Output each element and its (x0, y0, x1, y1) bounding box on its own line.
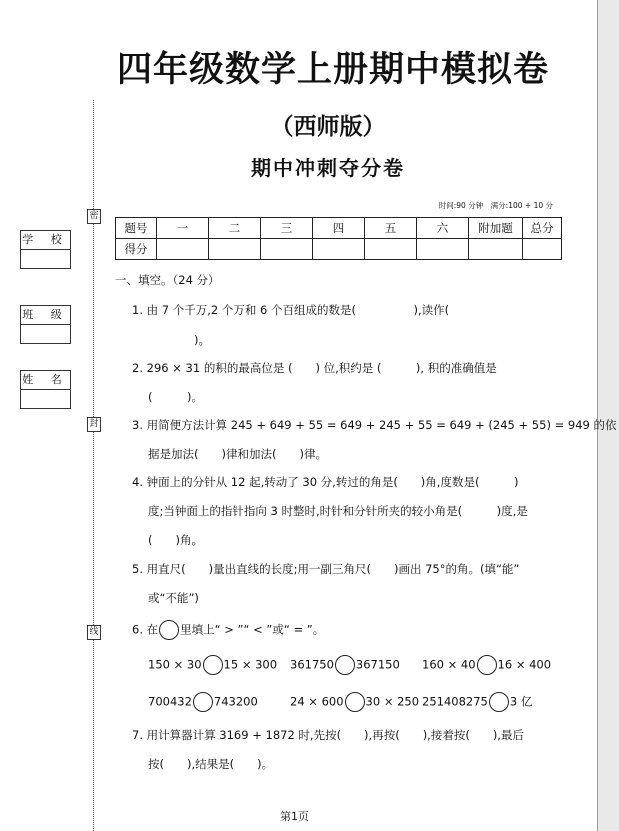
name-field (20, 370, 71, 409)
q6-right: 16 × 400 (497, 657, 552, 672)
binding-char-feng: 封 (87, 417, 101, 432)
q6-left: 700432 (148, 694, 192, 709)
answer-circle[interactable] (345, 692, 365, 712)
exam-name: 期中冲刺夺分卷 (251, 156, 405, 180)
score-cell (209, 239, 261, 260)
class-label: 班 级 (21, 306, 70, 325)
score-cell (365, 239, 417, 260)
blank-circle-icon (159, 620, 179, 640)
q6-item (422, 692, 532, 712)
q6-left: 251408275 (422, 694, 488, 709)
score-header-cell: 三 (261, 218, 313, 239)
q6-right: 367150 (355, 657, 400, 672)
q2-line-2: ( )。 (148, 390, 203, 404)
score-header-cell: 总分 (523, 218, 562, 239)
q6-right: 30 × 250 (365, 694, 420, 709)
q6-item (148, 655, 277, 675)
score-cell (157, 239, 209, 260)
q7-line-1: 7. 用计算器计算 3169 + 1872 时,先按( ),再按( ),接着按( ),最后 (132, 728, 524, 742)
q1-line-2: )。 (148, 333, 210, 347)
name-label: 姓 名 (21, 371, 70, 390)
edition-subtitle: （西师版） (270, 114, 386, 140)
score-cell (417, 239, 469, 260)
score-header-cell: 五 (365, 218, 417, 239)
q6-prefix: 6. 在 (132, 622, 159, 637)
q6-item (148, 692, 258, 712)
q6-left: 160 × 40 (422, 657, 476, 672)
q3-line-1: 3. 用简便方法计算 245 + 649 + 55 = 649 + 245 + 55 = 649 + (245 + 55) = 949 的依 (132, 418, 617, 432)
score-cell (261, 239, 313, 260)
score-cell (523, 239, 562, 260)
viewer-gutter (598, 0, 619, 831)
school-field (20, 230, 71, 269)
score-table (115, 217, 562, 260)
q4-line-2: 度;当钟面上的指针指向 3 时整时,时针和分针所夹的较小角是( )度,是 (148, 504, 528, 518)
answer-circle[interactable] (477, 655, 497, 675)
score-table-header-row (116, 218, 562, 239)
score-row-label: 得分 (116, 239, 157, 260)
score-header-cell: 附加题 (469, 218, 523, 239)
q7-line-2: 按( ),结果是( )。 (148, 757, 274, 771)
class-blank (21, 325, 70, 343)
q6-left: 361750 (290, 657, 334, 672)
q4-line-1: 4. 钟面上的分针从 12 起,转动了 30 分,转过的角是( )角,度数是( ) (132, 475, 519, 489)
score-header-cell: 一 (157, 218, 209, 239)
q6-right: 15 × 300 (223, 657, 278, 672)
name-blank (21, 390, 70, 408)
q6-left: 150 × 30 (148, 657, 202, 672)
q5-line-2: 或“不能”) (148, 591, 199, 605)
score-header-cell: 四 (313, 218, 365, 239)
time-score-info: 时间:90 分钟 满分:100 + 10 分 (438, 201, 553, 210)
q6-right: 743200 (213, 694, 258, 709)
q3-line-2: 据是加法( )律和加法( )律。 (148, 447, 327, 461)
answer-circle[interactable] (203, 655, 223, 675)
q6-item (290, 655, 400, 675)
answer-circle[interactable] (193, 692, 213, 712)
q4-line-3: ( )角。 (148, 533, 203, 547)
class-field (20, 305, 71, 344)
score-cell (313, 239, 365, 260)
q1-line-1: 1. 由 7 个千万,2 个万和 6 个百组成的数是( ),读作( (132, 303, 450, 317)
school-blank (21, 250, 70, 268)
main-title: 四年级数学上册期中模拟卷 (116, 50, 549, 90)
school-label: 学 校 (21, 231, 70, 250)
q6-item (422, 655, 551, 675)
q6-instruction (132, 620, 324, 640)
q6-suffix: 里填上“ > ”“ < ”或“ = ”。 (180, 622, 325, 637)
q6-item (290, 692, 419, 712)
score-cell (469, 239, 523, 260)
q6-left: 24 × 600 (290, 694, 344, 709)
binding-char-xian: 线 (87, 625, 101, 640)
answer-circle[interactable] (335, 655, 355, 675)
section-1-heading: 一、填空。（24 分） (115, 273, 220, 287)
score-header-cell: 六 (417, 218, 469, 239)
q6-right: 3 亿 (509, 694, 533, 709)
q5-line-1: 5. 用直尺( )量出直线的长度;用一副三角尺( )画出 75°的角。(填“能” (132, 562, 520, 576)
score-table-score-row (116, 239, 562, 260)
page-number: 第1页 (280, 810, 309, 823)
binding-char-mi: 密 (87, 209, 101, 224)
score-header-cell: 二 (209, 218, 261, 239)
q2-line-1: 2. 296 × 31 的积的最高位是 ( ) 位,积约是 ( ), 积的准确值是 (132, 361, 497, 375)
score-header-cell: 题号 (116, 218, 157, 239)
answer-circle[interactable] (489, 692, 509, 712)
